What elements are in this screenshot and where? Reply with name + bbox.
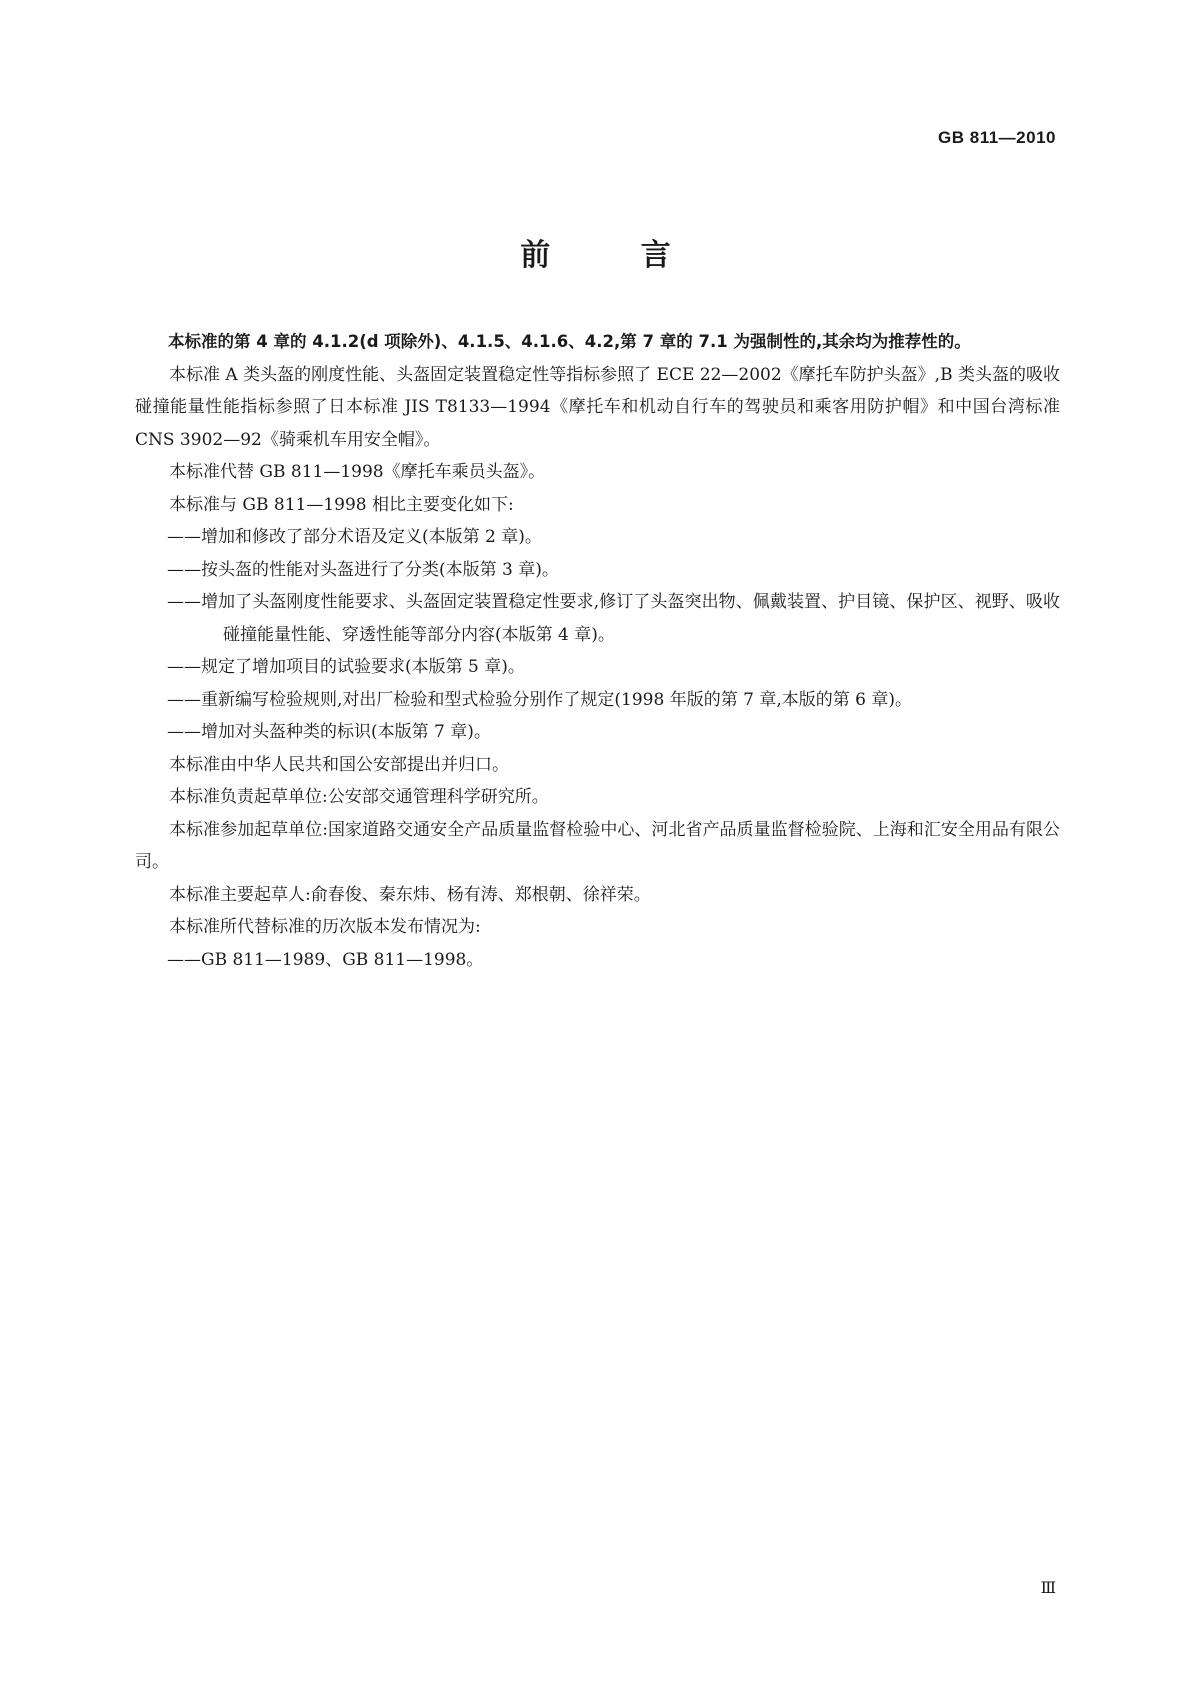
participating-units-paragraph: 本标准参加起草单位:国家道路交通安全产品质量监督检验中心、河北省产品质量监督检验院、上海和汇安全用品有限公司。 [135,819,1060,872]
change-item: ——增加了头盔刚度性能要求、头盔固定装置稳定性要求,修订了头盔突出物、佩戴装置、护目镜、保护区、视野、吸收碰撞能量性能、穿透性能等部分内容(本版第 4 章)。 [167,592,1060,645]
page-title: 前 言 [520,238,711,273]
change-item: ——增加对头盔种类的标识(本版第 7 章)。 [167,722,491,742]
change-item: ——增加和修改了部分术语及定义(本版第 2 章)。 [167,527,542,547]
history-intro-paragraph: 本标准所代替标准的历次版本发布情况为: [169,917,481,937]
foreword-body [135,326,1060,976]
mandatory-clauses-paragraph: 本标准的第 4 章的 4.1.2(d 项除外)、4.1.5、4.1.6、4.2,第 7 章的 7.1 为强制性的,其余均为推荐性的。 [168,332,971,351]
change-item: ——按头盔的性能对头盔进行了分类(本版第 3 章)。 [167,559,559,580]
history-item: ——GB 811—1989、GB 811—1998。 [167,949,484,970]
replaces-paragraph: 本标准代替 GB 811—1998《摩托车乘员头盔》。 [169,462,546,482]
drafters-paragraph: 本标准主要起草人:俞春俊、秦东炜、杨有涛、郑根朝、徐祥荣。 [169,884,651,905]
proposer-paragraph: 本标准由中华人民共和国公安部提出并归口。 [169,754,509,775]
standard-code: GB 811—2010 [938,128,1056,147]
change-item: ——规定了增加项目的试验要求(本版第 5 章)。 [167,657,525,677]
page-number: Ⅲ [1040,1578,1056,1597]
lead-drafter-unit-paragraph: 本标准负责起草单位:公安部交通管理科学研究所。 [169,787,549,807]
reference-standards-paragraph: 本标准 A 类头盔的刚度性能、头盔固定装置稳定性等指标参照了 ECE 22—2002《摩托车防护头盔》,B 类头盔的吸收碰撞能量性能指标参照了日本标准 JIS T8133—1994《摩托车和机动自行车的驾驶员和乘客用防护帽》和中国台湾标准 CNS 3902—92《骑乘机车用安全帽》。 [135,364,1060,450]
change-item: ——重新编写检验规则,对出厂检验和型式检验分别作了规定(1998 年版的第 7 章,本版的第 6 章)。 [167,689,912,710]
changes-intro-paragraph: 本标准与 GB 811—1998 相比主要变化如下: [169,494,514,515]
